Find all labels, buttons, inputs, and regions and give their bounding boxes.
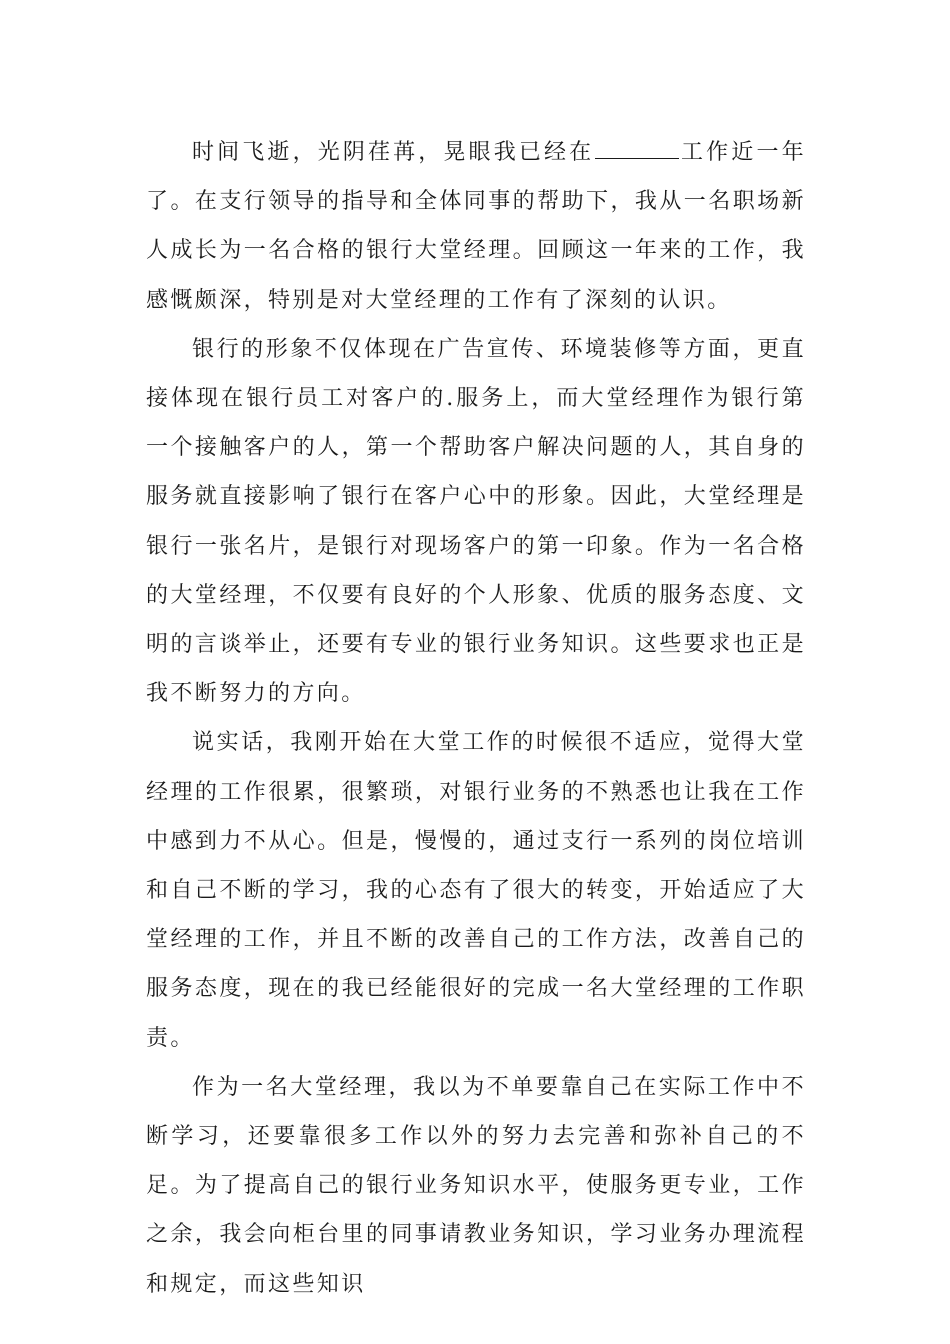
paragraph-4: 作为一名大堂经理，我以为不单要靠自己在实际工作中不断学习，还要靠很多工作以外的努力去完善和弥补自己的不足。为了提高自己的银行业务知识水平，使服务更专业，工作之余，我会向柜台里的同事请教业务知识，学习业务办理流程和规定，而这些知识 xyxy=(146,1074,806,1297)
paragraph-3: 说实话，我刚开始在大堂工作的时候很不适应，觉得大堂经理的工作很累，很繁琐，对银行业务的不熟悉也让我在工作中感到力不从心。但是，慢慢的，通过支行一系列的岗位培训和自己不断的学习，我的心态有了很大的转变，开始适应了大堂经理的工作，并且不断的改善自己的工作方法，改善自己的服务态度，现在的我已经能很好的完成一名大堂经理的工作职责。 xyxy=(146,730,806,1051)
paragraph-1 xyxy=(146,128,806,325)
paragraph-1-text-start: 时间飞逝，光阴荏苒，晃眼我已经在 xyxy=(192,140,595,165)
paragraph-1-text-end: 工作近一年了。在支行领导的指导和全体同事的帮助下，我从一名职场新人成长为一名合格的银行大堂经理。回顾这一年来的工作，我感慨颇深，特别是对大堂经理的工作有了深刻的认识。 xyxy=(146,140,806,313)
document-body xyxy=(146,128,806,1309)
fill-in-blank xyxy=(595,138,679,159)
paragraph-2: 银行的形象不仅体现在广告宣传、环境装修等方面，更直接体现在银行员工对客户的.服务上，而大堂经理作为银行第一个接触客户的人，第一个帮助客户解决问题的人，其自身的服务就直接影响了银行在客户心中的形象。因此，大堂经理是银行一张名片，是银行对现场客户的第一印象。作为一名合格的大堂经理，不仅要有良好的个人形象、优质的服务态度、文明的言谈举止，还要有专业的银行业务知识。这些要求也正是我不断努力的方向。 xyxy=(146,336,806,707)
